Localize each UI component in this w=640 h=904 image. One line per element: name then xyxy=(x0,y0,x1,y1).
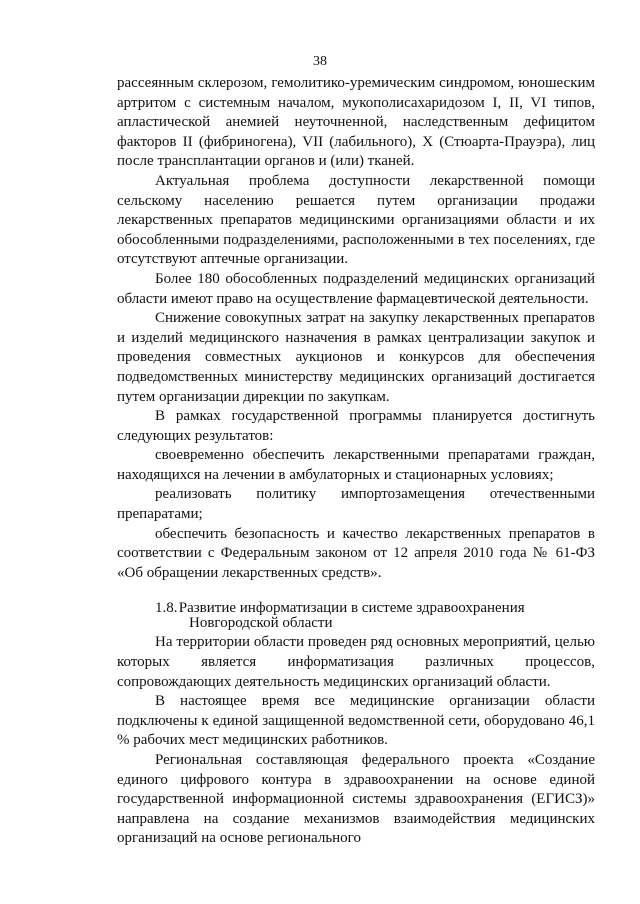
paragraph-network: В настоящее время все медицинские организации области подключены к единой защищенной ведомственной сети, оборудовано 46,1 % рабочих мест медицинских работников. xyxy=(117,693,595,749)
result-item: своевременно обеспечить лекарственными препаратами граждан, находящихся на лечении в амбулаторных и стационарных условиях; xyxy=(117,447,595,483)
paragraph-pharma-units: Более 180 обособленных подразделений медицинских организаций области имеют право на осуществление фармацевтической деятельности. xyxy=(117,270,595,307)
section-title-line1: Развитие информатизации в системе здравоохранения xyxy=(178,600,525,617)
paragraph-continuation: рассеянным склерозом, гемолитико-уремическим синдромом, юношеским артритом с системным началом, мукополисахаридозом I, II, VI типов, апластической анемией неуточненной, наследственным дефицитом факторов II (фибриногена), VII (лабильного), X (Стюарта-Прауэра), лиц после трансплантации органов и (или) тканей. xyxy=(117,75,595,170)
paragraph-procurement: Снижение совокупных затрат на закупку лекарственных препаратов и изделий медицинского назначения в рамках централизации закупок и проведения совместных аукционов и конкурсов для обеспечения подведомственных министерству медицинских организаций достигается путем организации дирекции по закупкам. xyxy=(117,310,595,405)
result-item: обеспечить безопасность и качество лекарственных препаратов в соответствии с Федеральным законом от 12 апреля 2010 года № 61-ФЗ «Об обращении лекарственных средств». xyxy=(117,525,595,581)
section-heading xyxy=(117,601,595,631)
section-title-line2: Новгородской области xyxy=(189,615,333,632)
result-item: реализовать политику импортозамещения отечественными препаратами; xyxy=(117,486,595,523)
paragraph-informatization: На территории области проведен ряд основных мероприятий, целью которых является информатизация различных процессов, сопровождающих деятельность медицинских организаций области. xyxy=(117,634,595,690)
page-number: 38 xyxy=(313,54,327,69)
paragraph-program-results: В рамках государственной программы планируется достигнуть следующих результатов: xyxy=(117,408,595,444)
section-number: 1.8. xyxy=(155,600,178,617)
paragraph-rural-access: Актуальная проблема доступности лекарственной помощи сельскому населению решается путем организации продажи лекарственных препаратов медицинскими организациями области и их обособленными подразделениями, расположенными в тех поселениях, где отсутствуют аптечные организации. xyxy=(117,172,595,268)
paragraph-egisz: Региональная составляющая федерального проекта «Создание единого цифрового контура в здравоохранении на основе единой государственной информационной системы здравоохранения (ЕГИСЗ)» направлена на создание механизмов взаимодействия медицинских организаций на основе регионального xyxy=(117,752,595,847)
page-body xyxy=(117,74,595,849)
